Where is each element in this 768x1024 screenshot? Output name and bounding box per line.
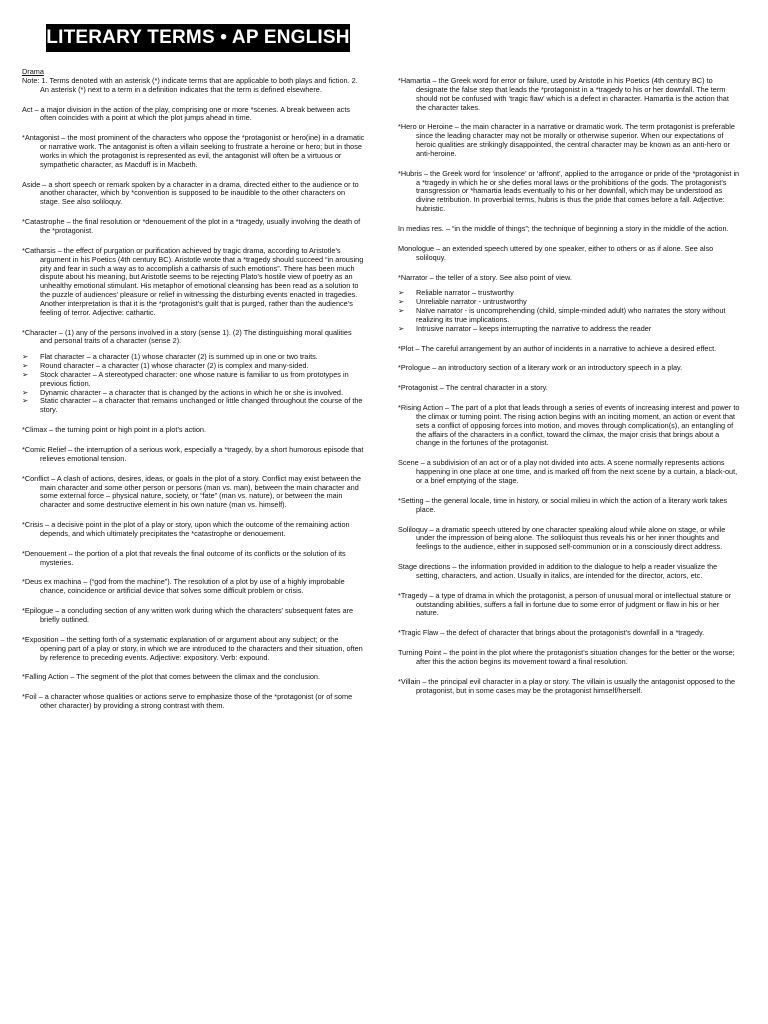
page-title: LITERARY TERMS • AP ENGLISH <box>46 24 350 52</box>
arrow-bullet-icon: ➢ <box>22 387 29 397</box>
term-entry: *Protagonist – The central character in a story. <box>398 383 548 393</box>
section-label-drama: Drama <box>22 67 44 76</box>
arrow-bullet-icon: ➢ <box>22 361 29 371</box>
term-entry: *Falling Action – The segment of the plot that comes between the climax and the conclusion. <box>22 672 320 682</box>
list-item-text: Static character – a character that remains unchanged or little changed throughout the course of the story. <box>40 396 363 415</box>
term-entry: *Denouement – the portion of a plot that reveals the final outcome of its conflicts or the solution of its mysteries. <box>22 548 346 567</box>
term-entry: Turning Point – the point in the plot where the protagonist’s situation changes for the better or the worse; after this the action begins its movement toward a final resolution. <box>398 648 735 666</box>
term-entry: *Hubris – the Greek word for ‘insolence’ or ‘affront’, applied to the arrogance or pride of the *protagonist in a *tragedy in which he or she defies moral laws or the prohibitions of the gods. The protagonist’s transgression or *hamartia leads eventually to his or her downfall, which may be understood as divine retribution. In proverbial terms, hubris is thus the pride that comes before a fall. Adjective: hubristic. <box>398 168 740 214</box>
list-item <box>398 307 740 325</box>
note: Note: 1. Terms denoted with an asterisk (*) indicate terms that are applicable to both plays and fiction. 2. An asterisk (*) next to a term in a definition indicates that the term is defined elsewhere. <box>22 75 358 94</box>
list-item-text: Round character – a character (1) whose character (2) is complex and many-sided. <box>40 361 309 371</box>
term-entry: *Tragedy – a type of drama in which the protagonist, a person of unusual moral or intellectual stature or outstanding abilities, suffers a fall in fortune due to some error of judgment or flaw in his or her nature. <box>398 590 732 618</box>
term-entry: Monologue – an extended speech uttered by one speaker, either to others or as if alone. See also soliloquy. <box>398 243 714 262</box>
term-entry: *Rising Action – The part of a plot that leads through a series of events of increasing interest and power to the climax or turning point. The rising action begins with an inciting moment, an action or event that sets a conflict of opposing forces into motion, and moves through complication(s), an entangling of the affairs of the characters in a conflict, toward the climax, the major crisis that brings about a change in the fortunes of the protagonist. <box>398 403 740 448</box>
list-item-text: Stock character – A stereotyped character: one whose nature is familiar to us from prototypes in previous fiction. <box>40 369 349 388</box>
term-entry: *Conflict – A clash of actions, desires, ideas, or goals in the plot of a story. Conflict may exist between the main character and some other person or persons (man vs. man), between the main character and some external force – physical nature, society, or “fate” (man vs. nature), or between the main character and some destructive element in his own nature (man vs. himself). <box>22 473 361 510</box>
term-entry: *Tragic Flaw – the defect of character that brings about the protagonist’s downfall in a *tragedy. <box>398 628 705 638</box>
arrow-bullet-icon: ➢ <box>398 306 405 316</box>
term-entry: *Character – (1) any of the persons involved in a story (sense 1). (2) The distinguishing moral qualities and personal traits of a character (sense 2). <box>22 327 352 346</box>
list-item <box>398 325 740 334</box>
term-entry: *Catharsis – the effect of purgation or purification achieved by tragic drama, according to Aristotle’s argument in his Poetics (4th century BC). Aristotle wrote that a *tragedy should succeed “in arousing pity and fear in such a way as to accomplish a catharsis of such emotions”. There has been much dispute about his meaning, but Aristotle seems to be rejecting Plato’s hostile view of poetry as an unhealthy emotional stimulant. His metaphor of emotional cleansing has been read as a solution to the puzzle of audiences’ pleasure or relief in witnessing the disturbing events enacted in tragedies. Another interpretation is that it is the *protagonist’s guilt that is purged, rather than the audience’s feeling of terror. Adjective: cathartic. <box>22 245 364 317</box>
term-entry: *Exposition – the setting forth of a systematic explanation of or argument about any subject; or the opening part of a play or story, in which we are introduced to the characters and their situation, often by reference to preceding events. Adjective: expository. Verb: expound. <box>22 634 363 662</box>
term-entry: *Climax – the turning point or high point in a plot’s action. <box>22 425 207 435</box>
arrow-bullet-icon: ➢ <box>398 288 405 298</box>
term-entry: *Comic Relief – the interruption of a serious work, especially a *tragedy, by a short humorous episode that relieves emotional tension. <box>22 445 364 463</box>
list-item-text: Naïve narrator - is uncomprehending (child, simple-minded adult) who narrates the story without realizing its true implications. <box>416 306 726 324</box>
term-entry: *Epilogue – a concluding section of any written work during which the characters’ subsequent fates are briefly outlined. <box>22 606 354 624</box>
arrow-bullet-icon: ➢ <box>398 323 405 333</box>
term-entry: *Deus ex machina – (“god from the machine”). The resolution of a plot by use of a highly improbable chance, coincidence or artificial device that solves some difficult problem or crisis. <box>22 577 345 596</box>
list-item <box>22 371 365 389</box>
term-entry: *Hamartia – the Greek word for error or failure, used by Aristotle in his Poetics (4th century BC) to designate the false step that leads the *protagonist in a *tragedy to his or her downfall. The term should not be confused with ‘tragic flaw’ which is a defect in character. Hamartia is the action that the character takes. <box>398 76 729 112</box>
list-item-text: Unreliable narrator - untrustworthy <box>416 297 527 307</box>
term-entry: *Setting – the general locale, time in history, or social milieu in which the action of a literary work takes place. <box>398 495 728 514</box>
term-entry: *Antagonist – the most prominent of the characters who oppose the *protagonist or hero(ine) in a dramatic or narrative work. The antagonist is often a villain seeking to frustrate a heroine or hero; but in those works in which the protagonist is represented as evil, the antagonist will often be a virtuous or sympathetic character, as Macduff is in Macbeth. <box>22 133 365 169</box>
term-entry: *Foil – a character whose qualities or actions serve to emphasize those of the *protagonist (or of some other character) by providing a strong contrast with them. <box>22 692 353 711</box>
term-entry: Aside – a short speech or remark spoken by a character in a drama, directed either to the audience or to another character, which by *convention is supposed to be inaudible to the other characters on stage. See also soliloquy. <box>22 179 359 207</box>
character-types-list <box>22 353 365 415</box>
arrow-bullet-icon: ➢ <box>22 396 29 406</box>
term-entry: In medias res. – “in the middle of things”; the technique of beginning a story in the middle of the action. <box>398 223 729 233</box>
list-item-text: Flat character – a character (1) whose character (2) is summed up in one or two traits. <box>40 352 318 362</box>
term-entry: *Crisis – a decisive point in the plot of a play or story, upon which the outcome of the remaining action depends, and which ultimately precipitates the *catastrophe or denouement. <box>22 520 350 538</box>
term-entry: Soliloquy – a dramatic speech uttered by one character speaking aloud while alone on stage, or while under the impression of being alone. The soliloquist thus reveals his or her inner thoughts and feelings to the audience, either in supposed self-communion or in a consciously direct address. <box>398 524 726 552</box>
right-column <box>398 77 740 707</box>
list-item-text: Reliable narrator – trustworthy <box>416 288 514 298</box>
arrow-bullet-icon: ➢ <box>398 297 405 307</box>
narrator-types-list <box>398 289 740 333</box>
arrow-bullet-icon: ➢ <box>22 369 29 379</box>
list-item-text: Dynamic character – a character that is changed by the actions in which he or she is involved. <box>40 387 343 397</box>
arrow-bullet-icon: ➢ <box>22 352 29 362</box>
term-entry: *Prologue – an introductory section of a literary work or an introductory speech in a play. <box>398 363 683 373</box>
list-item-text: Intrusive narrator – keeps interrupting the narrative to address the reader <box>416 323 652 333</box>
term-entry: *Plot – The careful arrangement by an author of incidents in a narrative to achieve a desired effect. <box>398 343 717 353</box>
term-entry: *Narrator – the teller of a story. See also point of view. <box>398 272 572 282</box>
list-item <box>22 397 365 415</box>
term-entry: *Hero or Heroine – the main character in a narrative or dramatic work. The term protagonist is preferable since the leading character may not be morally or otherwise superior. When our expectations of heroic qualities are strikingly disappointed, the central character may be known as an anti-hero or anti-heroine. <box>398 122 735 158</box>
term-entry: *Catastrophe – the final resolution or *denouement of the plot in a *tragedy, usually involving the death of the *protagonist. <box>22 217 361 235</box>
term-entry: Stage directions – the information provided in addition to the dialogue to help a reader visualize the setting, characters, and action. Usually in italics, are intended for the director, actors, etc. <box>398 562 718 580</box>
term-entry: Act – a major division in the action of the play, comprising one or more *scenes. A break between acts often coincides with a point at which the plot jumps ahead in time. <box>22 104 350 123</box>
term-entry: Scene – a subdivision of an act or of a play not divided into acts. A scene normally represents actions happening in one place at one time, and is marked off from the next scene by a curtain, a black-out, or a brief emptying of the stage. <box>398 458 738 485</box>
left-column <box>22 68 365 722</box>
term-entry: *Villain – the principal evil character in a play or story. The villain is usually the antagonist opposed to the protagonist, but in some cases may be the protagonist himself/herself. <box>398 676 736 695</box>
